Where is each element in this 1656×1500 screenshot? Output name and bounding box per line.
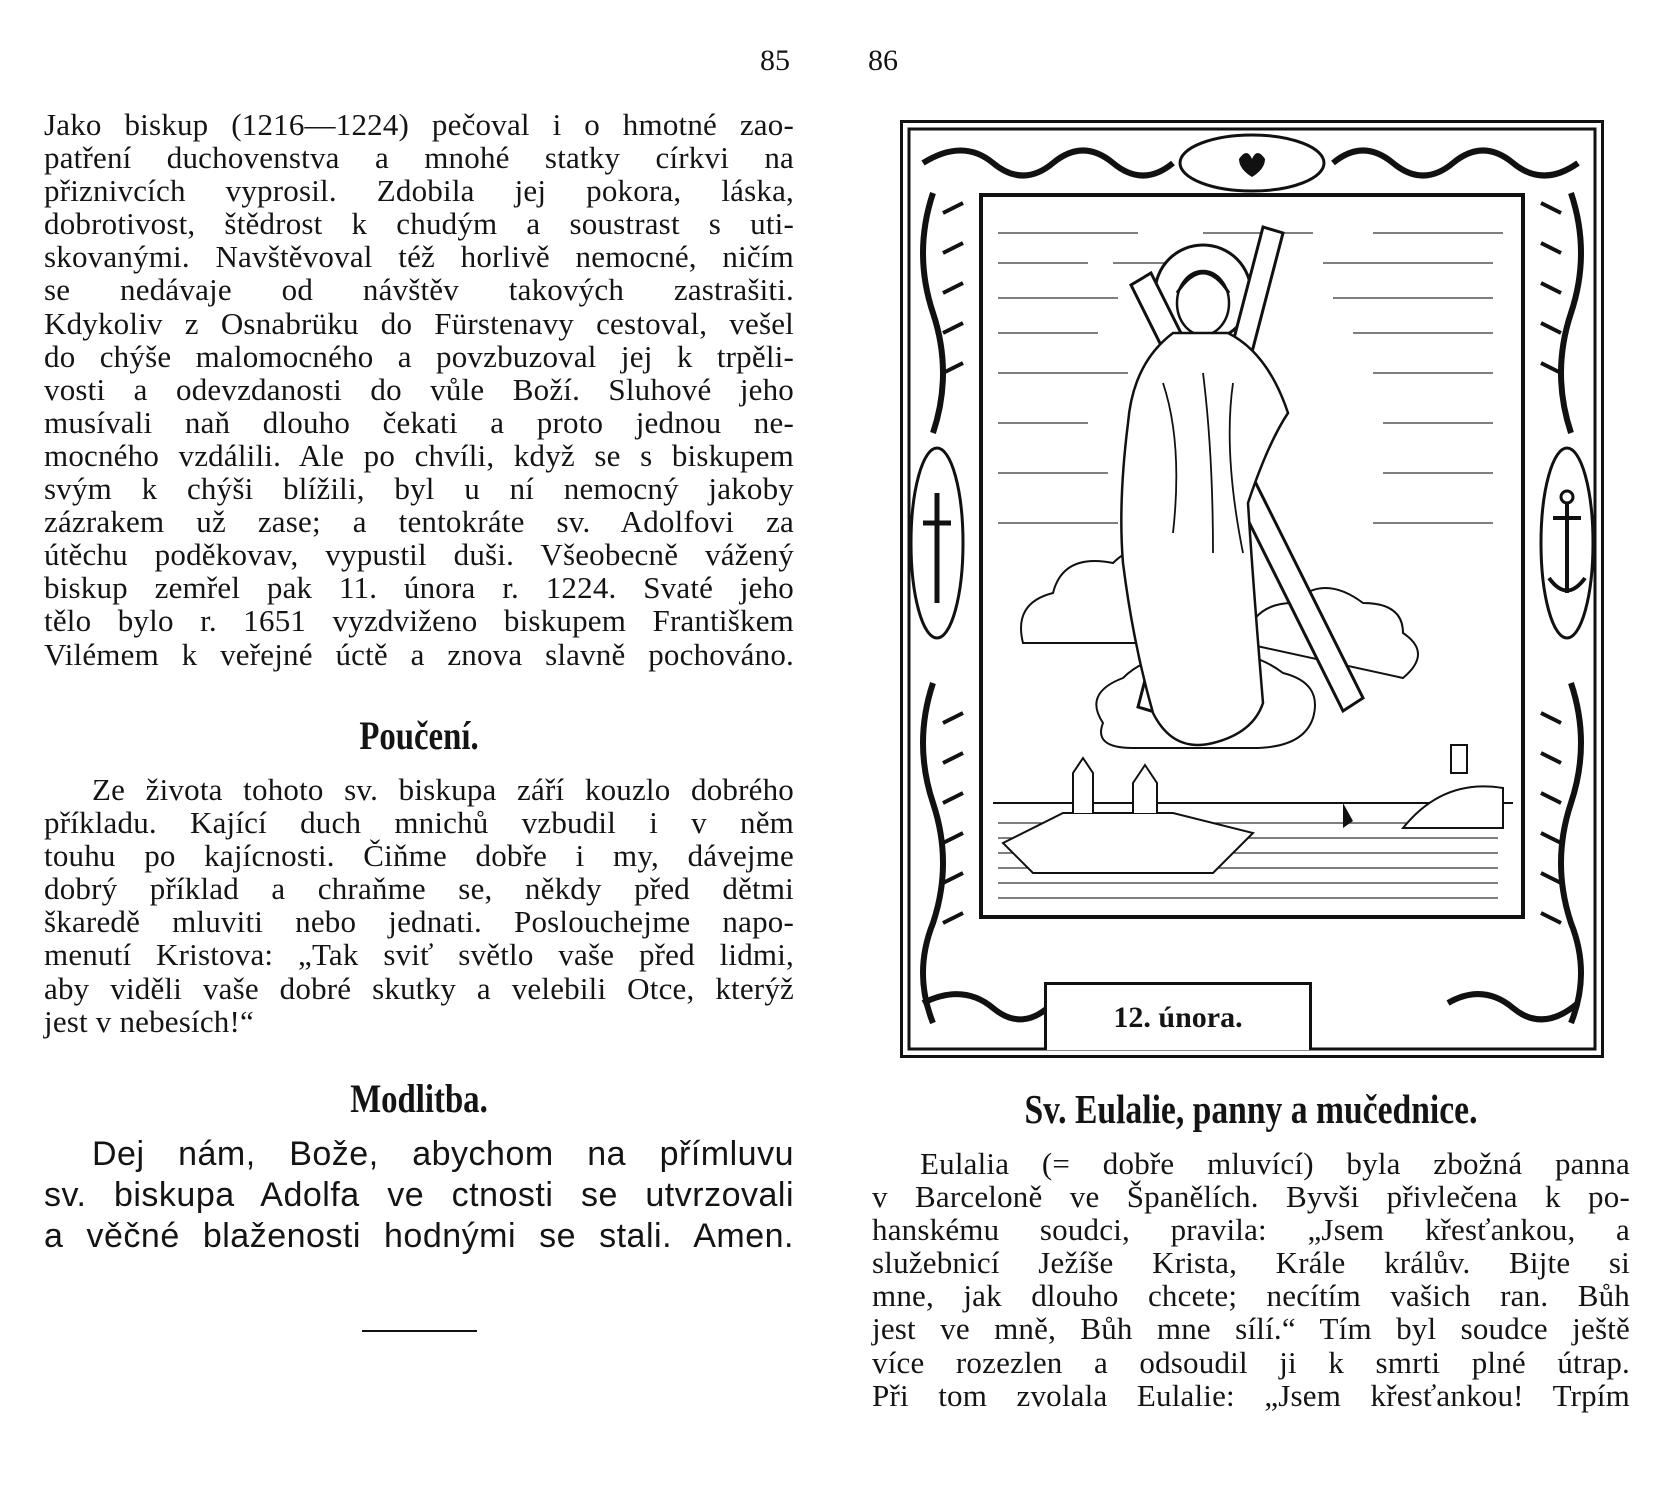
ornamental-frame-illustration (903, 123, 1601, 1055)
text-line: dobrotivost, štědrost k chudým a soustrast s uti- (44, 206, 794, 242)
biography-paragraph (44, 108, 794, 671)
text-line: aby viděli vaše dobré skutky a velebili Otce, kterýž (44, 970, 794, 1006)
text-line: služebnicí Ježíše Krista, Krále králův. Bijte si (872, 1245, 1630, 1281)
saint-title: Sv. Eulalie, panny a mučednice. (1024, 1086, 1478, 1132)
text-line: tělo bylo r. 1651 vyzdviženo biskupem Františkem (44, 603, 794, 639)
text-line: Vilémem k veřejné úctě a znova slavně pochováno. (44, 636, 794, 672)
text-line: vosti a odevzdanosti do vůle Boží. Sluhové jeho (44, 371, 794, 407)
text-line: sv. biskupa Adolfa ve ctnosti se utvrzovali (44, 1176, 794, 1214)
text-line: hanskému soudci, pravila: „Jsem křesťankou, a (872, 1212, 1630, 1248)
eulalie-paragraph (872, 1147, 1630, 1412)
heading-modlitba: Modlitba. (350, 1076, 488, 1121)
text-line: jest ve mně, Bůh mne sílí.“ Tím byl soudce ještě (872, 1311, 1630, 1347)
caption-date: 12. února. (1113, 1000, 1243, 1034)
text-line: škaredě mluviti nebo jednati. Poslouchejme napo- (44, 904, 794, 940)
text-line: Ze života tohoto sv. biskupa září kouzlo dobrého (92, 772, 794, 807)
text-line: mocného vzdálili. Ale po chvíli, když se s biskupem (44, 437, 794, 473)
text-line: biskup zemřel pak 11. února r. 1224. Svaté jeho (44, 570, 794, 606)
text-line: touhu po kajícnosti. Čiňme dobře i my, dávejme (44, 838, 794, 874)
text-line: musívali naň dlouho čekati a proto jednou ne- (44, 404, 794, 440)
text-line: se nedávaje od návštěv takových zastrašiti. (44, 272, 794, 308)
section-divider (362, 1330, 477, 1332)
text-line: dobrý příklad a chraňme se, někdy před dětmi (44, 871, 794, 907)
saint-illustration (900, 120, 1604, 1058)
text-line: více rozezlen a odsoudil ji k smrti plné útrap. (872, 1344, 1630, 1380)
prayer-paragraph (44, 1134, 794, 1257)
page-number-left: 85 (760, 44, 790, 77)
image-caption (1044, 982, 1312, 1050)
text-line: přiznivcích vyprosil. Zdobila jej pokora, láska, (44, 173, 794, 209)
text-line: a věčné blaženosti hodnými se stali. Amen. (44, 1217, 794, 1255)
heading-pouceni: Poučení. (359, 713, 479, 758)
text-line: patření duchovenstva a mnohé statky církvi na (44, 140, 794, 176)
text-line: do chýše malomocného a povzbuzoval jej k trpěli- (44, 338, 794, 374)
page-number-right: 86 (868, 44, 898, 77)
right-page (828, 0, 1656, 1500)
text-line: Při tom zvolala Eulalie: „Jsem křesťankou! Trpím (872, 1377, 1630, 1413)
text-line: útěchu poděkovav, vypustil duši. Všeobecně vážený (44, 537, 794, 573)
text-line: jest v nebesích!“ (44, 1003, 254, 1039)
text-line: mne, jak dlouho chcete; necítím vašich ran. Bůh (872, 1278, 1630, 1314)
text-line: svým k chýši blížili, byl u ní nemocný jakoby (44, 471, 794, 507)
text-line: menutí Kristova: „Tak sviť světlo vaše před lidmi, (44, 937, 794, 973)
text-line: Kdykoliv z Osnabrüku do Fürstenavy cestoval, vešel (44, 305, 794, 341)
text-line: Jako biskup (1216—1224) pečoval i o hmotné zao- (44, 107, 794, 142)
text-line: skovanými. Navštěvoval též horlivě nemocné, ničím (44, 239, 794, 275)
text-line: zázrakem už zase; a tentokráte sv. Adolfovi za (44, 504, 794, 540)
text-line: v Barceloně ve Španělích. Byvši přivlečena k po- (872, 1179, 1630, 1215)
text-line: Dej nám, Bože, abychom na přímluvu (92, 1135, 794, 1173)
pouceni-paragraph (44, 773, 794, 1038)
text-line: Eulalia (= dobře mluvící) byla zbožná panna (920, 1146, 1630, 1181)
text-line: příkladu. Kající duch mnichů vzbudil i v něm (44, 805, 794, 841)
